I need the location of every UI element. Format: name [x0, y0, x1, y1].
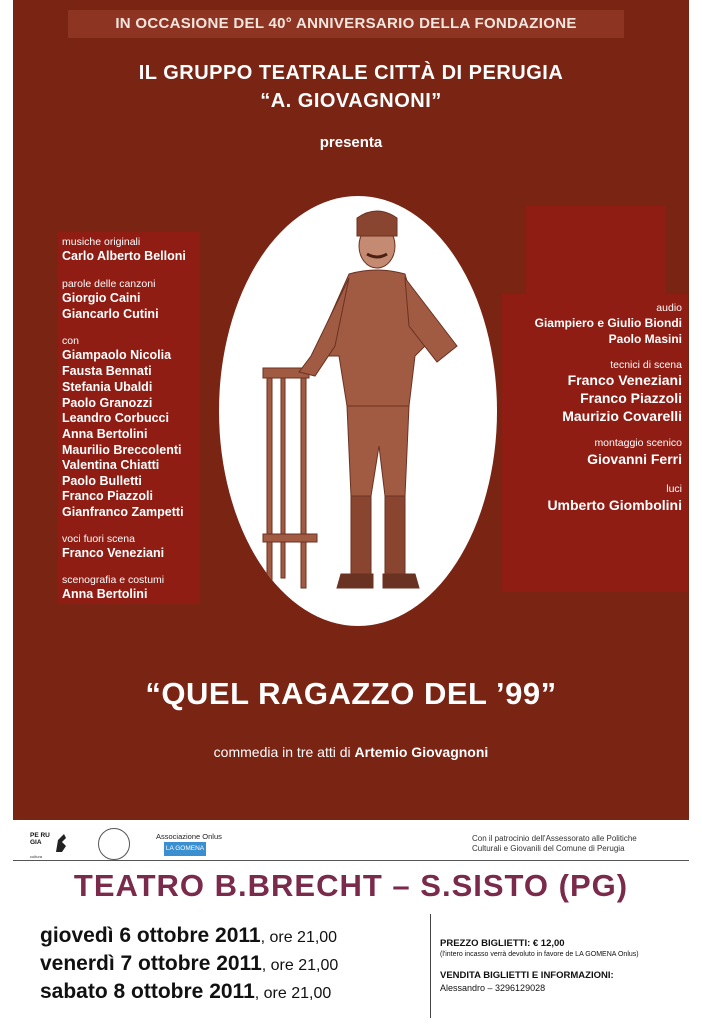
ticket-price: PREZZO BIGLIETTI: € 12,00 — [440, 938, 565, 949]
cast-name: Maurilio Breccolenti — [62, 443, 182, 457]
credit-role-musiche: musiche originali — [62, 236, 141, 248]
date-day: sabato 8 ottobre 2011 — [40, 980, 255, 1003]
credit-role-scenografia: scenografia e costumi — [62, 574, 165, 586]
cast-name: Gianfranco Zampetti — [62, 505, 184, 519]
venue-title: TEATRO B.BRECHT – S.SISTO (PG) — [73, 868, 629, 903]
cast-name: Anna Bertolini — [62, 427, 148, 441]
associazione-label: Associazione Onlus — [156, 832, 222, 841]
presenta-text: presenta — [319, 134, 383, 151]
credit-role-voci: voci fuori scena — [62, 533, 135, 545]
credit-name-luci: Umberto Giombolini — [547, 497, 682, 513]
credit-name: Franco Piazzoli — [580, 390, 682, 406]
date-time: , ore 21,00 — [254, 985, 332, 1002]
ticket-sales-contact: Alessandro – 3296129028 — [440, 983, 546, 993]
credit-name: Giampiero e Giulio Biondi — [534, 316, 682, 330]
credit-name-montaggio: Giovanni Ferri — [587, 451, 682, 467]
subtitle-author: Artemio Giovagnoni — [354, 744, 489, 760]
divider — [13, 860, 689, 861]
credit-name: Maurizio Covarelli — [562, 408, 682, 424]
info-divider — [430, 914, 431, 1018]
perugia-logo — [30, 830, 70, 858]
credit-role-tecnici: tecnici di scena — [610, 359, 682, 371]
ticket-price-note: (l'intero incasso verrà devoluto in favore de LA GOMENA Onlus) — [440, 951, 639, 958]
anniversary-banner: IN OCCASIONE DEL 40° ANNIVERSARIO DELLA FONDAZIONE — [68, 10, 624, 38]
credit-name: Franco Veneziani — [567, 372, 682, 388]
cast-name: Franco Piazzoli — [62, 489, 153, 503]
play-title: “QUEL RAGAZZO DEL ’99” — [145, 676, 557, 711]
perugia-logo-subtext: cultura — [30, 854, 43, 859]
credit-role-parole: parole delle canzoni — [62, 278, 156, 290]
cast-name: Stefania Ubaldi — [62, 380, 153, 394]
credit-role-luci: luci — [666, 483, 682, 495]
patronage-line: Culturali e Giovanili del Comune di Perugia — [472, 844, 625, 853]
play-subtitle — [0, 744, 702, 760]
subtitle-prefix: commedia in tre atti di — [213, 744, 351, 760]
theatre-group-logo — [98, 828, 130, 860]
credit-name: Paolo Masini — [608, 332, 682, 346]
credit-name-voci: Franco Veneziani — [62, 546, 165, 560]
portrait-oval — [219, 196, 497, 626]
credit-role-con: con — [62, 335, 79, 347]
right-credits-box-top — [526, 206, 666, 296]
cast-name: Giampaolo Nicolia — [62, 348, 172, 362]
griffin-icon — [54, 832, 68, 854]
soldier-portrait-illustration — [219, 196, 497, 626]
cast-name: Valentina Chiatti — [62, 458, 160, 472]
date-time: , ore 21,00 — [260, 929, 338, 946]
credit-name: Giorgio Caini — [62, 291, 141, 305]
credit-role-audio: audio — [656, 302, 682, 314]
patronage-text — [472, 834, 637, 854]
date-day: giovedì 6 ottobre 2011 — [40, 924, 261, 947]
patronage-line: Con il patrocinio dell'Assessorato alle Politiche — [472, 834, 637, 843]
cast-name: Paolo Granozzi — [62, 396, 153, 410]
cast-name: Leandro Corbucci — [62, 411, 169, 425]
performance-date — [40, 924, 337, 948]
performance-date — [40, 952, 338, 976]
date-time: , ore 21,00 — [261, 957, 339, 974]
cast-name: Fausta Bennati — [62, 364, 152, 378]
performance-date — [40, 980, 331, 1004]
perugia-logo-text: PE RU GIA — [30, 832, 50, 846]
credit-role-montaggio: montaggio scenico — [594, 437, 682, 449]
cast-name: Paolo Bulletti — [62, 474, 142, 488]
credit-name-musiche: Carlo Alberto Belloni — [62, 249, 186, 263]
ticket-sales-label: VENDITA BIGLIETTI E INFORMAZIONI: — [440, 970, 614, 981]
date-day: venerdì 7 ottobre 2011 — [40, 952, 262, 975]
group-name-line1: IL GRUPPO TEATRALE CITTÀ DI PERUGIA — [138, 62, 564, 84]
credit-name: Giancarlo Cutini — [62, 307, 159, 321]
group-name-line2: “A. GIOVAGNONI” — [260, 90, 442, 112]
credit-name-scenografia: Anna Bertolini — [62, 587, 148, 601]
gomena-logo: LA GOMENA — [164, 842, 206, 856]
